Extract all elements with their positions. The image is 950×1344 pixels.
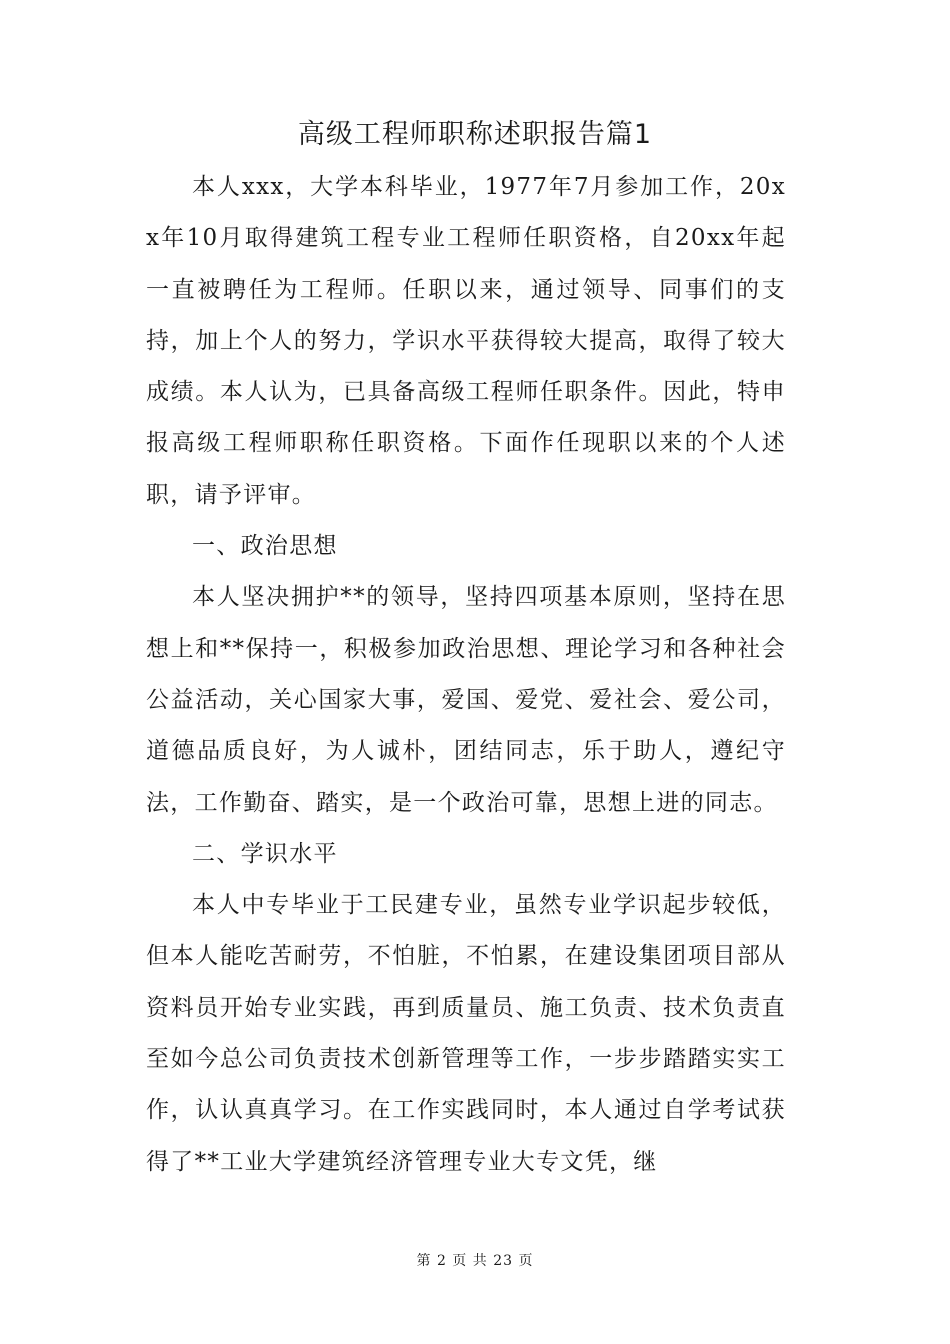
section-heading-politics: 一、政治思想 <box>192 533 338 560</box>
document-body <box>146 162 786 1188</box>
section-heading-knowledge: 二、学识水平 <box>192 840 338 867</box>
page-number-footer: 第 2 页 共 23 页 <box>416 1253 534 1269</box>
paragraph-intro: 本人xxx，大学本科毕业，1977年7月参加工作，20xx年10月取得建筑工程专业工程师任职资格，自20xx年起一直被聘任为工程师。任职以来，通过领导、同事们的支持，加上个人的努力，学识水平获得较大提高，取得了较大成绩。本人认为，已具备高级工程师任职条件。因此，特申报高级工程师职称任职资格。下面作任现职以来的个人述职，请予评审。 <box>146 174 786 508</box>
paragraph-knowledge: 本人中专毕业于工民建专业，虽然专业学识起步较低，但本人能吃苦耐劳，不怕脏，不怕累，在建设集团项目部从资料员开始专业实践，再到质量员、施工负责、技术负责直至如今总公司负责技术创新管理等工作，一步步踏踏实实工作，认认真真学习。在工作实践同时，本人通过自学考试获得了**工业大学建筑经济管理专业大专文凭，继 <box>146 892 786 1175</box>
document-title: 高级工程师职称述职报告篇1 <box>297 119 653 150</box>
paragraph-politics: 本人坚决拥护**的领导，坚持四项基本原则，坚持在思想上和**保持一，积极参加政治思想、理论学习和各种社会公益活动，关心国家大事，爱国、爱党、爱社会、爱公司，道德品质良好，为人诚朴，团结同志，乐于助人，遵纪守法，工作勤奋、踏实，是一个政治可靠，思想上进的同志。 <box>146 584 786 816</box>
